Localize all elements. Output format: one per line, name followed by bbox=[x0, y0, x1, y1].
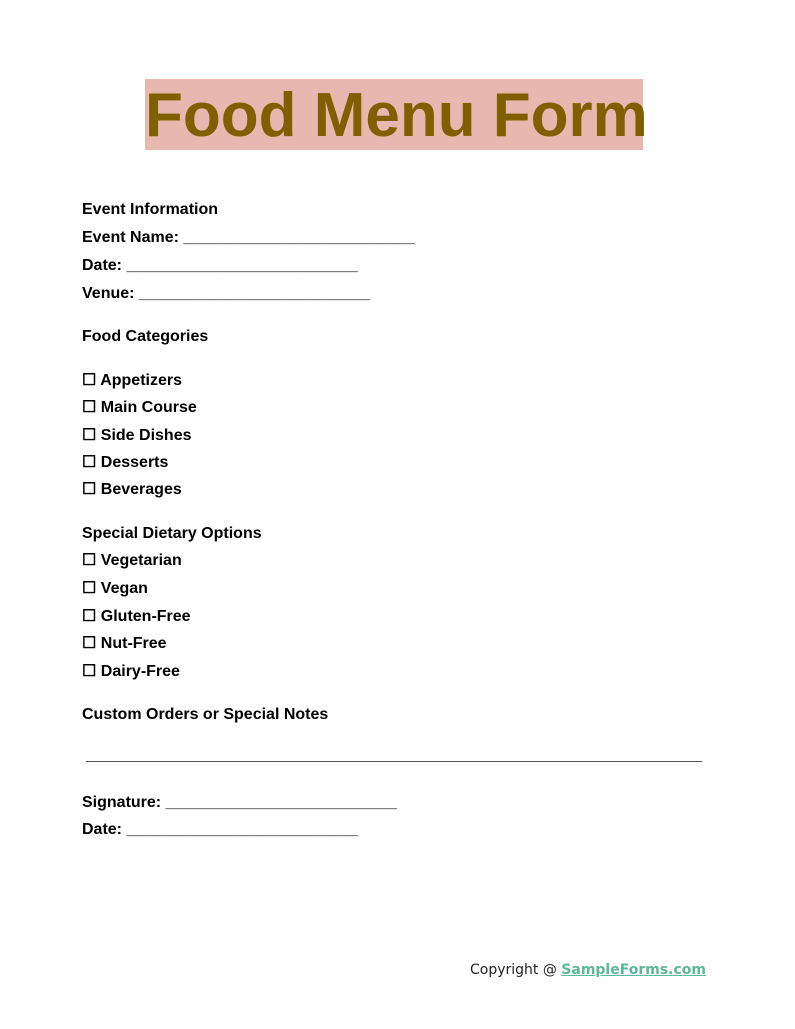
sampleforms-link[interactable]: SampleForms.com bbox=[561, 962, 706, 978]
checkbox-desserts[interactable]: ☐ Desserts bbox=[82, 454, 169, 471]
signature-field[interactable]: Signature: __________________________ bbox=[82, 794, 397, 811]
checkbox-vegetarian[interactable]: ☐ Vegetarian bbox=[82, 552, 182, 569]
title-highlight bbox=[145, 79, 648, 150]
dietary-options-heading: Special Dietary Options bbox=[82, 525, 262, 542]
checkbox-side-dishes[interactable]: ☐ Side Dishes bbox=[82, 427, 192, 444]
checkbox-gluten-free[interactable]: ☐ Gluten-Free bbox=[82, 608, 191, 625]
checkbox-main-course[interactable]: ☐ Main Course bbox=[82, 399, 197, 416]
event-date-field[interactable]: Date: __________________________ bbox=[82, 257, 358, 274]
venue-field[interactable]: Venue: __________________________ bbox=[82, 285, 371, 302]
custom-orders-heading: Custom Orders or Special Notes bbox=[82, 706, 329, 723]
copyright-prefix: Copyright @ bbox=[469, 962, 562, 978]
copyright-notice bbox=[470, 961, 706, 979]
checkbox-appetizers[interactable]: ☐ Appetizers bbox=[82, 372, 182, 389]
notes-input-line[interactable] bbox=[86, 761, 702, 762]
checkbox-nut-free[interactable]: ☐ Nut-Free bbox=[82, 635, 167, 652]
checkbox-beverages[interactable]: ☐ Beverages bbox=[82, 481, 182, 498]
event-information-heading: Event Information bbox=[82, 201, 219, 218]
food-categories-heading: Food Categories bbox=[82, 328, 209, 345]
checkbox-dairy-free[interactable]: ☐ Dairy-Free bbox=[82, 663, 180, 680]
checkbox-vegan[interactable]: ☐ Vegan bbox=[82, 580, 148, 597]
event-name-field[interactable]: Event Name: __________________________ bbox=[82, 229, 415, 246]
page-title: Food Menu Form bbox=[145, 81, 648, 150]
signature-date-field[interactable]: Date: __________________________ bbox=[82, 821, 358, 838]
